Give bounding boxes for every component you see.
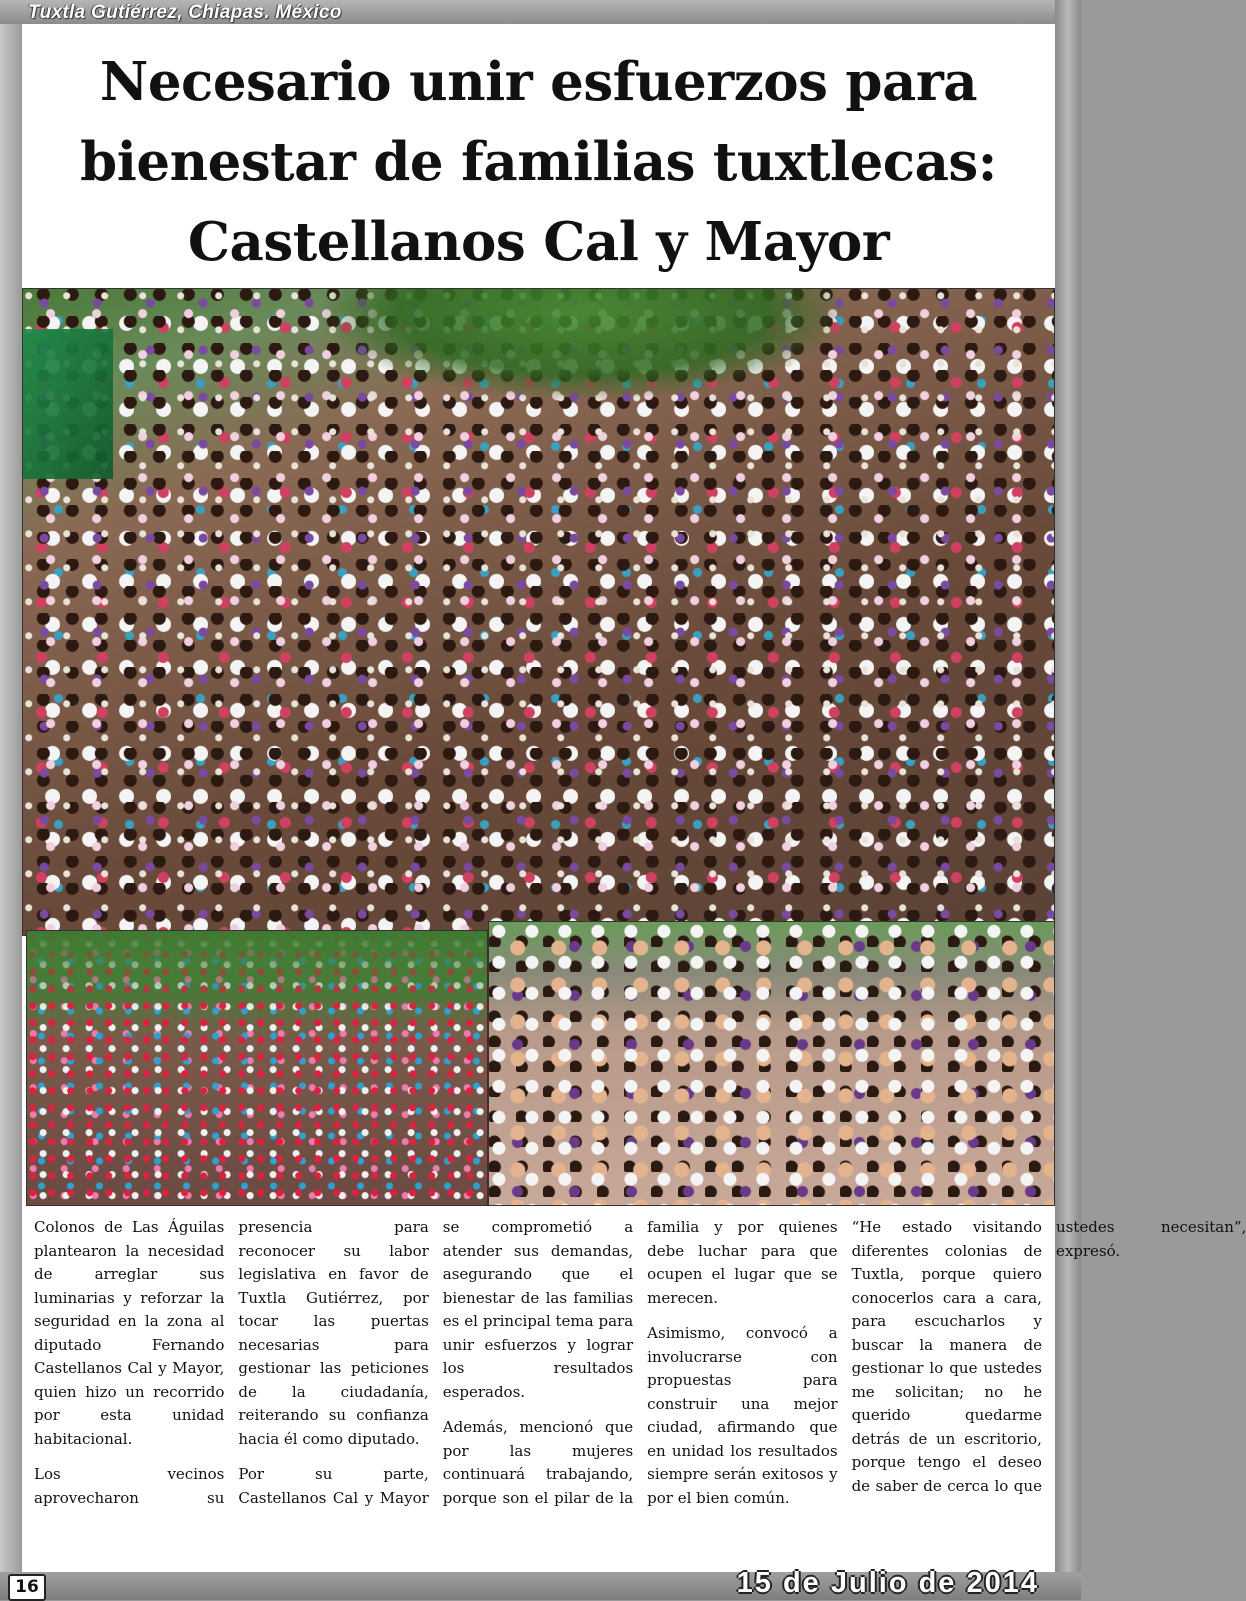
location-label: Tuxtla Gutiérrez, Chiapas. México [28, 2, 342, 23]
banana-plants [323, 289, 843, 399]
article-paragraph: “He estado visitando diferentes colonias de Tuxtla, porque quiero conocerlos cara a cara, para escucharlos y buscar la manera de gestionar lo que ustedes me solicitan; no he querido quedarme detrás de un escritorio, porque tengo el deseo de saber de cerca lo que ustedes necesitan”, expresó. [851, 1218, 1246, 1495]
article-paragraph: Por su parte, Castellanos Cal y Mayor se comprometió a atender sus demandas, asegurando que el bienestar de las familias es el principal tema para unir esfuerzos y lograr los resultados esperados. [238, 1218, 634, 1507]
headline [22, 42, 1055, 282]
article-paragraph: Asimismo, convocó a involucrarse con propuestas para construir una mejor ciudad, afirmando que en unidad los resultados siempre serán exitosos y por el bien común. [647, 1324, 838, 1507]
right-frame-edge [1055, 0, 1081, 1600]
headline-line-1: Necesario unir esfuerzos para [99, 51, 978, 113]
issue-date: 15 de Julio de 2014 [736, 1567, 1039, 1599]
article-paragraph: Los vecinos aprovecharon su presencia para reconocer su labor legislativa en favor de Tuxtla Gutiérrez, por tocar las puertas necesarias para gestionar las peticiones de la ciudadanía, reiterando su confianza hacia él como diputado. [34, 1218, 429, 1507]
article-body [34, 1216, 1246, 1528]
newspaper-page [22, 24, 1246, 1572]
left-frame-edge [0, 24, 22, 1574]
trees [27, 931, 487, 1011]
crowd-photo-left [26, 930, 488, 1206]
article-paragraph: Además, mencionó que por las mujeres continuará trabajando, porque son el pilar de la familia y por quienes debe luchar para que ocupen el lugar que se merecen. [442, 1218, 838, 1507]
page-number-badge: 16 [8, 1574, 46, 1601]
headline-line-3: Castellanos Cal y Mayor [187, 211, 890, 273]
green-banner [23, 329, 113, 479]
article-paragraph: Colonos de Las Águilas plantearon la necesidad de arreglar sus luminarias y reforzar la seguridad en la zona al diputado Fernando Castellanos Cal y Mayor, quien hizo un recorrido por esta unidad habitacional. [34, 1218, 225, 1448]
crowd-photo-right [488, 921, 1055, 1206]
main-crowd-photo [22, 288, 1055, 936]
headline-line-2: bienestar de familias tuxtlecas: [80, 131, 997, 193]
